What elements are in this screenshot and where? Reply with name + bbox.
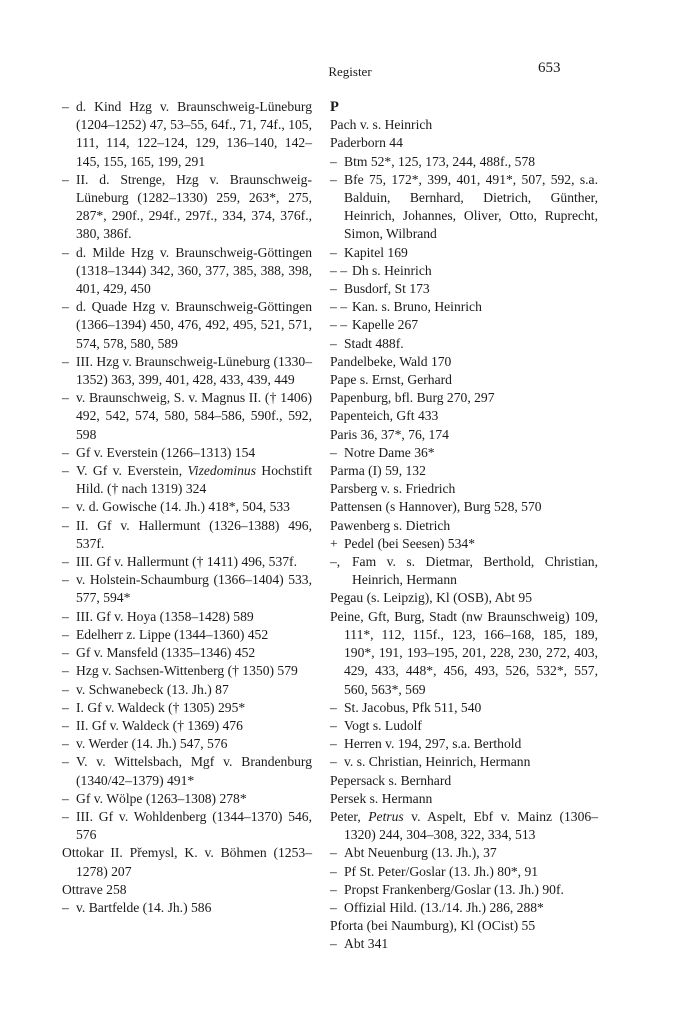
entry-text: Ottokar II. Přemysl, K. v. Böhmen (1253–1278) 207 (62, 845, 312, 879)
entry-text: Herren v. 194, 297, s.a. Berthold (344, 736, 522, 752)
entry-marker: – (62, 244, 69, 260)
entry-text: St. Jacobus, Pfk 511, 540 (344, 699, 482, 715)
index-entry (62, 353, 312, 389)
entry-text: Btm 52*, 125, 173, 244, 488f., 578 (344, 153, 536, 169)
index-entry (62, 517, 312, 553)
entry-marker: + (330, 535, 338, 551)
index-entry (330, 935, 598, 953)
entry-text: Dh s. Heinrich (352, 262, 432, 278)
entry-text: v. Holstein-Schaumburg (1366–1404) 533, 577, 594* (76, 572, 312, 606)
index-entry (330, 790, 598, 808)
entry-text: Pegau (s. Leipzig), Kl (OSB), Abt 95 (330, 590, 532, 606)
entry-text: Pape s. Ernst, Gerhard (330, 372, 452, 388)
index-entry (330, 444, 598, 462)
index-entry (330, 753, 598, 771)
index-column-right (330, 98, 598, 954)
entry-italic-text: Petrus (368, 808, 404, 824)
section-letter: P (330, 99, 339, 115)
entry-marker: – – (330, 262, 347, 278)
entry-text: Vogt s. Ludolf (344, 717, 422, 733)
index-column-left (62, 98, 312, 917)
entry-marker: – (330, 244, 337, 260)
index-entry (330, 262, 598, 280)
entry-text: Gf v. Mansfeld (1335–1346) 452 (76, 645, 256, 661)
index-entry (62, 244, 312, 299)
entry-marker: – – (330, 317, 347, 333)
entry-marker: – (62, 663, 69, 679)
entry-text: II. Gf v. Hallermunt (1326–1388) 496, 537f. (76, 517, 312, 551)
entry-marker: – (62, 790, 69, 806)
index-entry (330, 553, 598, 589)
entry-marker: – (62, 608, 69, 624)
index-entry (62, 553, 312, 571)
entry-marker: – (62, 808, 69, 824)
entry-marker: – (330, 936, 337, 952)
entry-text: d. Milde Hzg v. Braunschweig-Göttingen (1318–1344) 342, 360, 377, 385, 388, 398, 401, 429, 450 (76, 244, 312, 297)
entry-text: Abt 341 (344, 936, 389, 952)
entry-marker: – (62, 517, 69, 533)
entry-text: Pforta (bei Naumburg), Kl (OCist) 55 (330, 918, 536, 934)
entry-marker: – (62, 572, 69, 588)
entry-text: Pedel (bei Seesen) 534* (344, 535, 475, 551)
page-header (0, 60, 700, 84)
entry-marker: – (62, 353, 69, 369)
entry-marker: – (62, 699, 69, 715)
entry-marker: – (330, 153, 337, 169)
index-entry (330, 426, 598, 444)
entry-marker: – (62, 463, 69, 479)
index-entry (330, 863, 598, 881)
entry-text: v. s. Christian, Heinrich, Hermann (344, 754, 531, 770)
index-entry (330, 153, 598, 171)
entry-marker: – (330, 881, 337, 897)
entry-text: Propst Frankenberg/Goslar (13. Jh.) 90f. (344, 881, 564, 897)
index-entry (62, 462, 312, 498)
entry-text: Kapelle 267 (352, 317, 419, 333)
entry-marker: – (62, 554, 69, 570)
index-entry (330, 917, 598, 935)
index-entry (330, 498, 598, 516)
entry-text: Pandelbeke, Wald 170 (330, 353, 452, 369)
index-entry (62, 790, 312, 808)
index-entry (330, 517, 598, 535)
entry-marker: – (330, 717, 337, 733)
entry-marker: – (62, 645, 69, 661)
index-entry (330, 772, 598, 790)
index-entry (62, 899, 312, 917)
index-entry (62, 498, 312, 516)
entry-text: III. Gf v. Hallermunt († 1411) 496, 537f. (76, 554, 297, 570)
entry-text: Edelherr z. Lippe (1344–1360) 452 (76, 626, 269, 642)
index-entry (62, 171, 312, 244)
entry-text: II. Gf v. Waldeck († 1369) 476 (76, 717, 243, 733)
entry-marker: – (62, 99, 69, 114)
entry-text: Peter, Petrus v. Aspelt, Ebf v. Mainz (1306–1320) 244, 304–308, 322, 334, 513 (330, 808, 598, 843)
entry-marker: – (62, 736, 69, 752)
entry-text: I. Gf v. Waldeck († 1305) 295* (76, 699, 246, 715)
entry-text: v. Werder (14. Jh.) 547, 576 (76, 736, 228, 752)
entry-marker: – (62, 717, 69, 733)
index-entry (330, 116, 598, 134)
entry-italic-text: Vizedominus (187, 463, 256, 479)
entry-text: Kapitel 169 (344, 244, 408, 260)
entry-marker: –, (330, 554, 341, 570)
entry-text: Busdorf, St 173 (344, 281, 430, 297)
entry-text: Fam v. s. Dietmar, Berthold, Christian, Heinrich, Hermann (352, 554, 598, 588)
index-entry (330, 535, 598, 553)
index-entry (330, 462, 598, 480)
entry-marker: – (330, 699, 337, 715)
index-entry (330, 171, 598, 244)
entry-text: v. d. Gowische (14. Jh.) 418*, 504, 533 (76, 499, 290, 515)
index-entry (62, 298, 312, 353)
entry-marker: – (330, 444, 337, 460)
entry-marker: – (330, 899, 337, 915)
index-entry (62, 735, 312, 753)
entry-text: III. Gf v. Wohldenberg (1344–1370) 546, 576 (76, 808, 312, 843)
running-title: Register (328, 64, 372, 79)
entry-marker: – (330, 754, 337, 770)
entry-text: Pepersack s. Bernhard (330, 772, 452, 788)
index-entry (62, 844, 312, 880)
index-entry (62, 681, 312, 699)
entry-marker: – (62, 390, 69, 406)
index-entry (330, 699, 598, 717)
index-entry (62, 571, 312, 607)
entry-text: v. Braunschweig, S. v. Magnus II. († 1406) 492, 542, 574, 580, 584–586, 590f., 592, 598 (76, 390, 312, 442)
entry-text: Parsberg v. s. Friedrich (330, 481, 456, 497)
index-entry (330, 389, 598, 407)
index-entry (62, 626, 312, 644)
entry-text: V. v. Wittelsbach, Mgf v. Brandenburg (1340/42–1379) 491* (76, 754, 312, 788)
index-entry (62, 717, 312, 735)
entry-text: III. Hzg v. Braunschweig-Lüneburg (1330–1352) 363, 399, 401, 428, 433, 439, 449 (76, 353, 312, 388)
entry-marker: – (330, 171, 337, 187)
page-number: 653 (538, 60, 561, 76)
index-entry (330, 134, 598, 152)
entry-marker: – (62, 444, 69, 460)
entry-marker: – (330, 845, 337, 861)
index-entry (330, 881, 598, 899)
entry-text: Papenburg, bfl. Burg 270, 297 (330, 390, 495, 406)
entry-marker: – (62, 626, 69, 642)
entry-text: d. Quade Hzg v. Braunschweig-Göttingen (1366–1394) 450, 476, 492, 495, 521, 571, 574, 578, 580, 589 (76, 299, 312, 351)
entry-marker: – – (330, 299, 347, 315)
entry-text: Bfe 75, 172*, 399, 401, 491*, 507, 592, s.a. Balduin, Bernhard, Dietrich, Günther, Heinrich, Johannes, Oliver, Otto, Ruprecht, Simon, Wilbrand (344, 171, 598, 242)
index-entry (330, 335, 598, 353)
index-entry (330, 735, 598, 753)
entry-text: Pf St. Peter/Goslar (13. Jh.) 80*, 91 (344, 863, 539, 879)
index-entry (330, 899, 598, 917)
entry-marker: – (62, 899, 69, 915)
entry-marker: – (62, 754, 69, 770)
entry-text: Gf v. Wölpe (1263–1308) 278* (76, 790, 247, 806)
entry-marker: – (62, 681, 69, 697)
entry-text: II. d. Strenge, Hzg v. Braunschweig-Lüneburg (1282–1330) 259, 263*, 275, 287*, 290f., 294f., 297f., 334, 374, 376f., 380, 386f. (76, 171, 312, 242)
entry-text: Offizial Hild. (13./14. Jh.) 286, 288* (344, 899, 544, 915)
entry-text: Paris 36, 37*, 76, 174 (330, 426, 449, 442)
entry-text: Parma (I) 59, 132 (330, 463, 426, 479)
entry-text: v. Bartfelde (14. Jh.) 586 (76, 899, 212, 915)
index-entry (330, 808, 598, 844)
entry-marker: – (62, 499, 69, 515)
entry-text: Pattensen (s Hannover), Burg 528, 570 (330, 499, 542, 515)
entry-text: Pach v. s. Heinrich (330, 117, 433, 133)
index-entry (330, 316, 598, 334)
index-entry (62, 808, 312, 844)
index-entry (62, 881, 312, 899)
index-entry (330, 608, 598, 699)
entry-marker: – (330, 281, 337, 297)
index-entry (330, 298, 598, 316)
entry-text: Abt Neuenburg (13. Jh.), 37 (344, 845, 497, 861)
entry-text: Kan. s. Bruno, Heinrich (352, 299, 482, 315)
index-entry (62, 608, 312, 626)
entry-text: V. Gf v. Everstein, Vizedominus Hochstift Hild. († nach 1319) 324 (76, 463, 312, 497)
entry-text: Notre Dame 36* (344, 444, 435, 460)
index-entry (330, 407, 598, 425)
index-entry (62, 644, 312, 662)
entry-text: Papenteich, Gft 433 (330, 408, 439, 424)
index-entry (330, 717, 598, 735)
index-entry (330, 244, 598, 262)
entry-text: Stadt 488f. (344, 335, 404, 351)
index-entry (330, 371, 598, 389)
index-entry (62, 98, 312, 171)
index-entry (62, 389, 312, 444)
entry-text: v. Schwanebeck (13. Jh.) 87 (76, 681, 229, 697)
entry-text: Hzg v. Sachsen-Wittenberg († 1350) 579 (76, 663, 298, 679)
entry-text: III. Gf v. Hoya (1358–1428) 589 (76, 608, 254, 624)
entry-marker: – (62, 171, 69, 187)
index-entry (330, 280, 598, 298)
entry-marker: – (330, 736, 337, 752)
entry-text: Gf v. Everstein (1266–1313) 154 (76, 444, 256, 460)
index-entry (330, 353, 598, 371)
entry-marker: – (330, 863, 337, 879)
index-entry (62, 753, 312, 789)
index-entry (62, 699, 312, 717)
index-entry (62, 444, 312, 462)
entry-text: Persek s. Hermann (330, 790, 433, 806)
index-entry (330, 480, 598, 498)
entry-marker: – (62, 299, 69, 315)
entry-text: d. Kind Hzg v. Braunschweig-Lüneburg (1204–1252) 47, 53–55, 64f., 71, 74f., 105, 111, 114, 122–124, 129, 136–140, 142–145, 155, 165, 199, 291 (76, 99, 312, 169)
index-entry (330, 844, 598, 862)
index-entry (62, 662, 312, 680)
entry-text: Ottrave 258 (62, 881, 127, 897)
entry-text: Paderborn 44 (330, 135, 403, 151)
entry-text: Peine, Gft, Burg, Stadt (nw Braunschweig) 109, 111*, 112, 115f., 123, 166–168, 185, 189, 190*, 191, 193–195, 201, 228, 230, 272, 403, 429, 433, 448*, 456, 493, 526, 532*, 557, 560, 563*, 569 (330, 608, 598, 697)
entry-marker: – (330, 335, 337, 351)
index-entry (330, 589, 598, 607)
entry-text: Pawenberg s. Dietrich (330, 517, 451, 533)
